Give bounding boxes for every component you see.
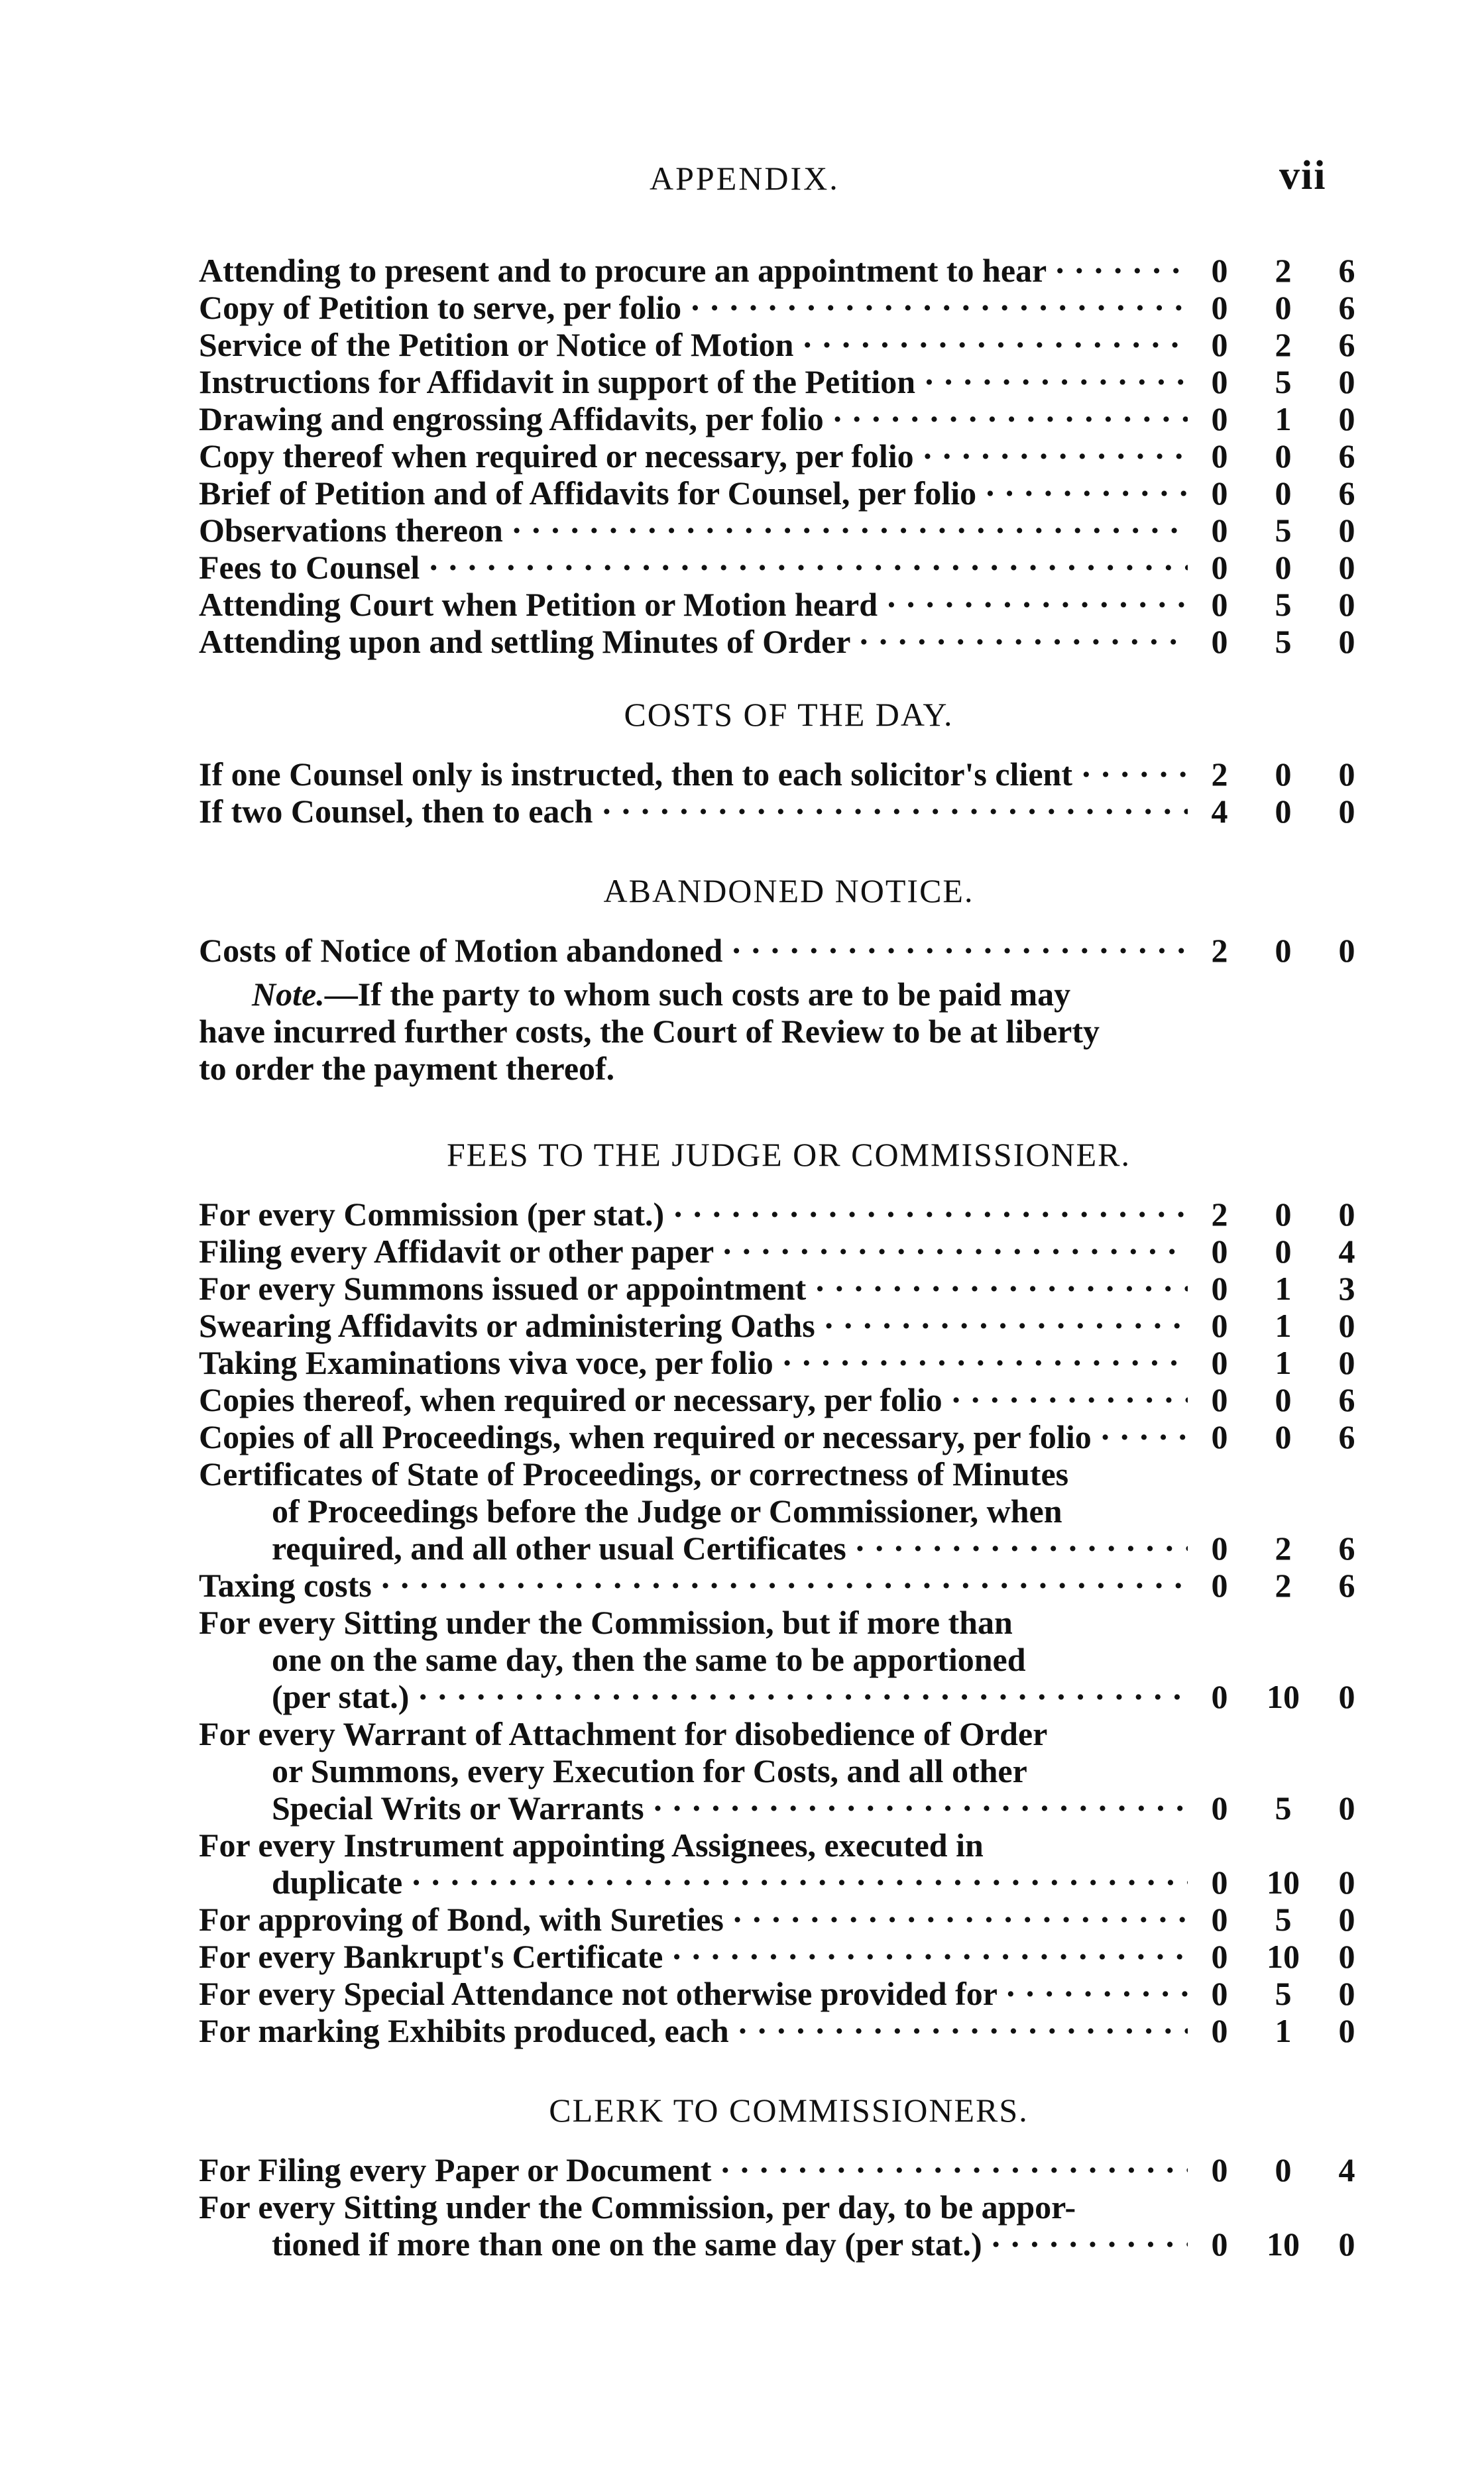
fee-row (199, 2226, 1379, 2263)
amount-pounds: 0 (1211, 1307, 1228, 1344)
amount-pounds: 0 (1211, 1567, 1228, 1604)
entry-line: For every Sitting under the Commission, per day, to be appor- (199, 2188, 1076, 2226)
amount-pence: 6 (1338, 252, 1355, 289)
amount-pence: 0 (1338, 1196, 1355, 1233)
fee-row (199, 252, 1379, 289)
fee-label: Attending Court when Petition or Motion heard · · · (199, 586, 1188, 623)
amount-pounds: 0 (1211, 289, 1228, 326)
amount-pence: 6 (1338, 475, 1355, 512)
fee-label: Copies of all Proceedings, when required or necessary, per folio · · · (199, 1418, 1188, 1455)
amount-pence: 4 (1338, 1233, 1355, 1270)
amount-pence: 4 (1338, 2151, 1355, 2188)
fee-list-judge-b (199, 1901, 1379, 2049)
fee-row (199, 1344, 1379, 1381)
fee-label: Copy thereof when required or necessary, per folio · · · (199, 437, 1188, 475)
amount-pence: 3 (1338, 1270, 1355, 1307)
amount-pence: 0 (1338, 1678, 1355, 1715)
amount-pounds: 0 (1211, 363, 1228, 400)
fee-label: For approving of Bond, with Sureties · · · (199, 1901, 1188, 1938)
note-line-2: have incurred further costs, the Court of Review to be at liberty (199, 1013, 1100, 1050)
amount-pounds: 0 (1211, 512, 1228, 549)
fee-label: duplicate · · · (272, 1864, 1188, 1901)
amount-shillings: 0 (1275, 793, 1292, 830)
fee-label: Drawing and engrossing Affidavits, per folio · · · (199, 400, 1188, 437)
amount-pence: 6 (1338, 1418, 1355, 1455)
fee-list-judge-a (199, 1196, 1379, 1455)
fee-label: For every Summons issued or appointment · · · (199, 1270, 1188, 1307)
amount-pounds: 0 (1211, 1975, 1228, 2012)
amount-pounds: 0 (1211, 1270, 1228, 1307)
amount-shillings: 5 (1275, 1789, 1292, 1827)
fee-entry-certificates (199, 1455, 1379, 1567)
amount-pounds: 0 (1211, 549, 1228, 586)
amount-pence: 6 (1338, 289, 1355, 326)
amount-pounds: 0 (1211, 623, 1228, 660)
amount-shillings: 5 (1275, 586, 1292, 623)
amount-shillings: 1 (1275, 1307, 1292, 1344)
fee-row (199, 623, 1379, 660)
amount-pounds: 2 (1211, 932, 1228, 969)
amount-pence: 6 (1338, 326, 1355, 363)
amount-pounds: 2 (1211, 756, 1228, 793)
entry-line: For every Instrument appointing Assignees, executed in (199, 1827, 984, 1864)
fee-row (199, 793, 1379, 830)
amount-shillings: 10 (1267, 1864, 1300, 1901)
amount-shillings: 5 (1275, 1975, 1292, 2012)
entry-line: one on the same day, then the same to be apportioned (272, 1641, 1026, 1678)
fee-label: Attending to present and to procure an appointment to hear · · · (199, 252, 1188, 289)
fee-row (199, 1864, 1379, 1901)
amount-pence: 6 (1338, 437, 1355, 475)
amount-pence: 0 (1338, 1789, 1355, 1827)
amount-shillings: 2 (1275, 1567, 1292, 1604)
amount-pounds: 0 (1211, 586, 1228, 623)
entry-line: For every Sitting under the Commission, but if more than (199, 1604, 1013, 1641)
fee-row (199, 2012, 1379, 2049)
fee-entry-instrument (199, 1827, 1379, 1901)
fee-row (199, 932, 1379, 969)
fee-label: Service of the Petition or Notice of Motion · · · (199, 326, 1188, 363)
fee-row (199, 1270, 1379, 1307)
amount-shillings: 0 (1275, 2151, 1292, 2188)
amount-pence: 0 (1338, 1344, 1355, 1381)
amount-shillings: 0 (1275, 1233, 1292, 1270)
fee-row (199, 1381, 1379, 1418)
fee-row (199, 363, 1379, 400)
amount-shillings: 5 (1275, 1901, 1292, 1938)
fee-entry-sitting (199, 1604, 1379, 1715)
fee-label: For every Special Attendance not otherwise provided for · · · (199, 1975, 1188, 2012)
heading-fees-to-judge: FEES TO THE JUDGE OR COMMISSIONER. (446, 1136, 1131, 1173)
fee-label: Taking Examinations viva voce, per folio · · · (199, 1344, 1188, 1381)
amount-pounds: 2 (1211, 1196, 1228, 1233)
amount-pounds: 0 (1211, 2151, 1228, 2188)
fee-row (199, 1196, 1379, 1233)
amount-shillings: 0 (1275, 932, 1292, 969)
amount-shillings: 1 (1275, 1344, 1292, 1381)
note-paragraph (199, 976, 1220, 1087)
fee-label: Taxing costs · · · (199, 1567, 1188, 1604)
note-line-1: —If the party to whom such costs are to be paid may (324, 976, 1071, 1013)
amount-pence: 0 (1338, 1307, 1355, 1344)
amount-shillings: 0 (1275, 756, 1292, 793)
amount-pence: 0 (1338, 2012, 1355, 2049)
amount-pence: 0 (1338, 2226, 1355, 2263)
amount-pence: 0 (1338, 363, 1355, 400)
fee-row (199, 1975, 1379, 2012)
amount-pounds: 0 (1211, 1381, 1228, 1418)
amount-pounds: 4 (1211, 793, 1228, 830)
fee-label: If two Counsel, then to each · · · (199, 793, 1188, 830)
fee-row (199, 437, 1379, 475)
amount-pence: 0 (1338, 400, 1355, 437)
fee-label: For Filing every Paper or Document · · · (199, 2151, 1188, 2188)
amount-pounds: 0 (1211, 1233, 1228, 1270)
fee-entry-clerk-sitting (199, 2188, 1379, 2263)
fee-label: (per stat.) · · · (272, 1678, 1188, 1715)
amount-pounds: 0 (1211, 1901, 1228, 1938)
amount-pounds: 0 (1211, 1678, 1228, 1715)
fee-row (199, 326, 1379, 363)
fee-label: Observations thereon · · · (199, 512, 1188, 549)
amount-pence: 6 (1338, 1530, 1355, 1567)
fee-row (199, 475, 1379, 512)
amount-shillings: 1 (1275, 1270, 1292, 1307)
fee-label: For every Commission (per stat.) · · · (199, 1196, 1188, 1233)
fee-entry-warrant (199, 1715, 1379, 1827)
fee-row (199, 1938, 1379, 1975)
amount-shillings: 5 (1275, 623, 1292, 660)
amount-shillings: 5 (1275, 363, 1292, 400)
fee-row (199, 549, 1379, 586)
amount-shillings: 0 (1275, 475, 1292, 512)
fee-label: Brief of Petition and of Affidavits for Counsel, per folio · · · (199, 475, 1188, 512)
amount-pounds: 0 (1211, 400, 1228, 437)
page-content (199, 252, 1379, 2263)
fee-label: Special Writs or Warrants · · · (272, 1789, 1188, 1827)
amount-shillings: 0 (1275, 289, 1292, 326)
fee-row (199, 1678, 1379, 1715)
fee-row (199, 1789, 1379, 1827)
heading-costs-of-the-day: COSTS OF THE DAY. (624, 696, 954, 733)
entry-line: Certificates of State of Proceedings, or correctness of Minutes (199, 1455, 1069, 1493)
fee-label: required, and all other usual Certificates · · · (272, 1530, 1188, 1567)
amount-pence: 0 (1338, 586, 1355, 623)
entry-line: or Summons, every Execution for Costs, and all other (272, 1752, 1027, 1789)
amount-shillings: 10 (1267, 2226, 1300, 2263)
amount-pence: 0 (1338, 1864, 1355, 1901)
fee-label: If one Counsel only is instructed, then to each solicitor's client · · · (199, 756, 1188, 793)
amount-shillings: 0 (1275, 1381, 1292, 1418)
fee-row (199, 1530, 1379, 1567)
amount-pence: 0 (1338, 1975, 1355, 2012)
amount-pounds: 0 (1211, 252, 1228, 289)
amount-shillings: 10 (1267, 1938, 1300, 1975)
amount-pence: 0 (1338, 793, 1355, 830)
fee-row (199, 1567, 1379, 1604)
amount-shillings: 10 (1267, 1678, 1300, 1715)
amount-shillings: 1 (1275, 400, 1292, 437)
amount-pounds: 0 (1211, 2226, 1228, 2263)
fee-list-petition (199, 252, 1379, 660)
amount-pence: 6 (1338, 1567, 1355, 1604)
fee-label: Instructions for Affidavit in support of the Petition · · · (199, 363, 1188, 400)
heading-abandoned-notice: ABANDONED NOTICE. (603, 872, 974, 909)
fee-label: Swearing Affidavits or administering Oaths · · · (199, 1307, 1188, 1344)
fee-row (199, 400, 1379, 437)
amount-shillings: 0 (1275, 437, 1292, 475)
note-lead: Note. (252, 976, 325, 1013)
fee-row (199, 1901, 1379, 1938)
amount-shillings: 2 (1275, 326, 1292, 363)
fee-row (199, 1307, 1379, 1344)
note-line-3: to order the payment thereof. (199, 1050, 615, 1087)
entry-line: For every Warrant of Attachment for disobedience of Order (199, 1715, 1048, 1752)
amount-pence: 6 (1338, 1381, 1355, 1418)
amount-shillings: 0 (1275, 1196, 1292, 1233)
fee-row (199, 1233, 1379, 1270)
fee-row (199, 512, 1379, 549)
fee-row (199, 1418, 1379, 1455)
fee-label: Fees to Counsel · · · (199, 549, 1188, 586)
amount-pounds: 0 (1211, 1938, 1228, 1975)
amount-pounds: 0 (1211, 326, 1228, 363)
entry-line: of Proceedings before the Judge or Commissioner, when (272, 1493, 1062, 1530)
page-number: vii (1279, 153, 1327, 198)
fee-label: Copies thereof, when required or necessary, per folio · · · (199, 1381, 1188, 1418)
fee-label: Filing every Affidavit or other paper · · · (199, 1233, 1188, 1270)
fee-label: Attending upon and settling Minutes of Order · · · (199, 623, 1188, 660)
fee-label: For marking Exhibits produced, each · · · (199, 2012, 1188, 2049)
fee-label: Copy of Petition to serve, per folio · · · (199, 289, 1188, 326)
amount-pounds: 0 (1211, 1418, 1228, 1455)
fee-label: Costs of Notice of Motion abandoned · · · (199, 932, 1188, 969)
heading-clerk-to-commissioners: CLERK TO COMMISSIONERS. (549, 2092, 1029, 2129)
amount-shillings: 0 (1275, 549, 1292, 586)
amount-shillings: 2 (1275, 252, 1292, 289)
fee-row (199, 2151, 1379, 2188)
amount-pence: 0 (1338, 1938, 1355, 1975)
amount-pence: 0 (1338, 549, 1355, 586)
fee-row (199, 586, 1379, 623)
amount-pounds: 0 (1211, 1864, 1228, 1901)
amount-shillings: 2 (1275, 1530, 1292, 1567)
amount-pounds: 0 (1211, 1789, 1228, 1827)
fee-label: For every Bankrupt's Certificate · · · (199, 1938, 1188, 1975)
amount-pence: 0 (1338, 1901, 1355, 1938)
amount-shillings: 0 (1275, 1418, 1292, 1455)
amount-pounds: 0 (1211, 1344, 1228, 1381)
amount-pence: 0 (1338, 932, 1355, 969)
fee-row (199, 756, 1379, 793)
amount-shillings: 1 (1275, 2012, 1292, 2049)
running-head: APPENDIX. (650, 160, 840, 197)
amount-shillings: 5 (1275, 512, 1292, 549)
fee-label: tioned if more than one on the same day (per stat.) · · · (272, 2226, 1188, 2263)
fee-row (199, 289, 1379, 326)
amount-pence: 0 (1338, 512, 1355, 549)
amount-pence: 0 (1338, 756, 1355, 793)
amount-pence: 0 (1338, 623, 1355, 660)
page-header (0, 152, 1484, 212)
amount-pounds: 0 (1211, 2012, 1228, 2049)
fee-list-costs-of-day (199, 756, 1379, 830)
amount-pounds: 0 (1211, 1530, 1228, 1567)
amount-pounds: 0 (1211, 437, 1228, 475)
amount-pounds: 0 (1211, 475, 1228, 512)
